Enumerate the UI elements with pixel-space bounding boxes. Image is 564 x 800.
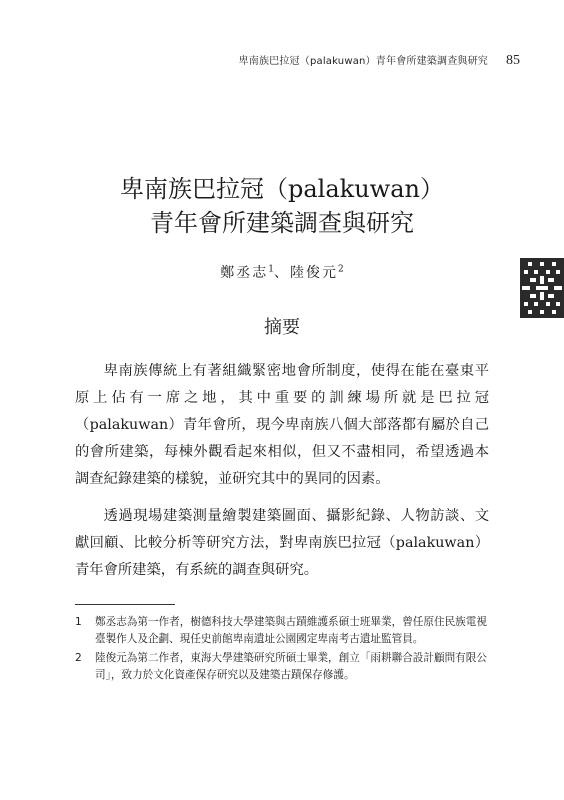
author-separator: 、 bbox=[274, 265, 290, 281]
abstract-heading: 摘要 bbox=[264, 317, 300, 338]
author-list bbox=[0, 262, 564, 282]
abstract-body bbox=[75, 358, 489, 594]
page-number: 85 bbox=[506, 53, 520, 68]
footnote bbox=[75, 650, 489, 684]
footnote-marker: 2 bbox=[338, 264, 344, 275]
footnote-text: 鄭丞志為第一作者，樹德科技大學建築與古蹟維護系碩士班畢業，曾任原住民族電視臺製作人及企劃、現任史前館卑南遺址公園國定卑南考古遺址監管員。 bbox=[95, 616, 487, 645]
title-line-1: 卑南族巴拉冠（palakuwan） bbox=[120, 175, 444, 203]
footnotes bbox=[75, 614, 489, 686]
footnote-number: 1 bbox=[75, 616, 82, 628]
abstract-paragraph: 透過現場建築測量繪製建築圖面、攝影紀錄、人物訪談、文獻回顧、比較分析等研究方法，對卑南族巴拉冠（palakuwan）青年會所建築，有系統的調查與研究。 bbox=[75, 508, 489, 578]
footnote bbox=[75, 614, 489, 648]
footnote-divider bbox=[75, 604, 175, 605]
footnote-marker: 1 bbox=[268, 264, 274, 275]
footnote-number: 2 bbox=[75, 652, 82, 664]
running-title: 卑南族巴拉冠（palakuwan）青年會所建築調查與研究 bbox=[238, 56, 488, 67]
abstract-paragraph: 卑南族傳統上有著組織緊密地會所制度，使得在能在臺東平原上佔有一席之地，其中重要的訓練場所就是巴拉冠（palakuwan）青年會所，現今卑南族八個大部落都有屬於自己的會所建築，每棟外觀看起來相似，但又不盡相同，希望透過本調查紀錄建築的樣貌，並研究其中的異同的因素。 bbox=[75, 363, 489, 487]
paper-title bbox=[60, 172, 504, 240]
author-name: 陸俊元 bbox=[290, 265, 338, 281]
title-line-2: 青年會所建築調查與研究 bbox=[150, 209, 414, 237]
running-head bbox=[200, 52, 520, 69]
footnote-text: 陸俊元為第二作者，東海大學建築研究所碩士畢業，創立「雨耕聯合設計顧問有限公司」，致力於文化資產保存研究以及建築古蹟保存修護。 bbox=[95, 652, 487, 681]
author-name: 鄭丞志 bbox=[220, 265, 269, 281]
